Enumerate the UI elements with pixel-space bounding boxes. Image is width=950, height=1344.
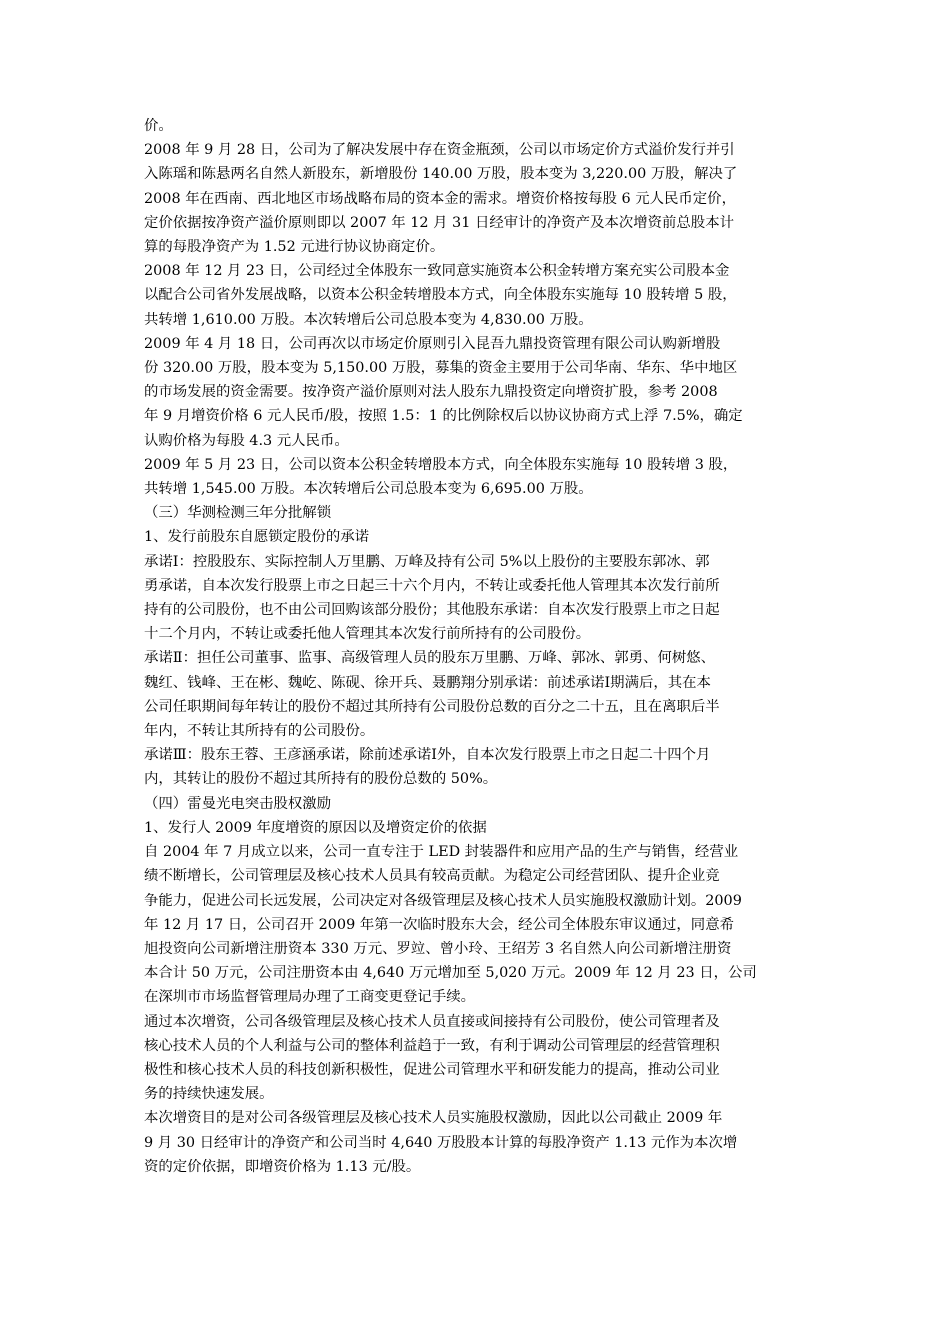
paragraph-2009-jiuding-investment: 2009 年 4 月 18 日，公司再次以市场定价原则引入昆吾九鼎投资管理有限公司认购新增股 份 320.00 万股，股本变为 5,150.00 万股，募集的资金主要用于公司华南、华东、华中地区 的市场发展的资金需要。按净资产溢价原则对法人股东九鼎投资定向增资扩股，参考 2008 年 9 月增资价格 6 元人民币/股，按照 1.5：1 的比例除权后以协议协商方式上浮 7.5%，确定 认购价格为每股 4.3 元人民币。 <box>144 335 743 449</box>
paragraph-continuation: 价。 <box>144 118 173 134</box>
paragraph-2008-reserve-conversion: 2008 年 12 月 23 日，公司经过全体股东一致同意实施资本公积金转增方案充实公司股本金 以配合公司省外发展战略，以资本公积金转增股本方式，向全体股东实施每 10 股转增 5 股， 共转增 1,610.00 万股。本次转增后公司总股本变为 4,830.00 万股。 <box>144 263 737 328</box>
paragraph-commitment-2: 承诺Ⅱ：担任公司董事、监事、高级管理人员的股东万里鹏、万峰、郭冰、郭勇、何树悠、 魏红、钱峰、王在彬、魏屹、陈砚、徐开兵、聂鹏翔分别承诺：前述承诺Ⅰ期满后，其在本 公司任职期间每年转让的股份不超过其所持有公司股份总数的百分之二十五，且在离职后半 年内，不转让其所持有的公司股份。 <box>144 650 720 740</box>
paragraph-2008-capital-increase: 2008 年 9 月 28 日，公司为了解决发展中存在资金瓶颈，公司以市场定价方式溢价发行并引 入陈瑶和陈悬两名自然人新股东，新增股份 140.00 万股，股本变为 3,220.00 万股，解决了 2008 年在西南、西北地区市场战略布局的资本金的需求。增资价格按每股 6 元人民币定价， 定价依据按净资产溢价原则即以 2007 年 12 月 31 日经审计的净资产及本次增资前总股本计 算的每股净资产为 1.52 元进行协议协商定价。 <box>144 142 738 256</box>
paragraph-incentive-purpose: 通过本次增资，公司各级管理层及核心技术人员直接或间接持有公司股份，使公司管理者及 核心技术人员的个人利益与公司的整体利益趋于一致，有利于调动公司管理层的经营管理积 极性和核心技术人员的科技创新积极性，促进公司管理水平和研发能力的提高，推动公司业 务的持续快速发展。 <box>144 1013 720 1103</box>
paragraph-company-background: 自 2004 年 7 月成立以来，公司一直专注于 LED 封装器件和应用产品的生产与销售，经营业 绩不断增长，公司管理层及核心技术人员具有较高贡献。为稳定公司经营团队、提升企业竞 争能力，促进公司长远发展，公司决定对各级管理层及核心技术人员实施股权激励计划。2009 年 12 月 17 日，公司召开 2009 年第一次临时股东大会，经公司全体股东审议通过，同意希 旭投资向公司新增注册资本 330 万元、罗竝、曾小玲、王绍芳 3 名自然人向公司新增注册资 本合计 50 万元，公司注册资本由 4,640 万元增加至 5,020 万元。2009 年 12 月 23 日，公司 在深圳市市场监督管理局办理了工商变更登记手续。 <box>144 844 757 1006</box>
subheading-capital-increase-reason: 1、发行人 2009 年度增资的原因以及增资定价的依据 <box>144 819 487 836</box>
document-body <box>144 114 808 1179</box>
subheading-lockup-commitment: 1、发行前股东自愿锁定股份的承诺 <box>144 529 370 546</box>
paragraph-pricing-basis: 本次增资目的是对公司各级管理层及核心技术人员实施股权激励，因此以公司截止 2009 年 9 月 30 日经审计的净资产和公司当时 4,640 万股股本计算的每股净资产 1.13 元作为本次增 资的定价依据，即增资价格为 1.13 元/股。 <box>144 1110 738 1175</box>
paragraph-commitment-1: 承诺Ⅰ：控股股东、实际控制人万里鹏、万峰及持有公司 5%以上股份的主要股东郭冰、郭 勇承诺，自本次发行股票上市之日起三十六个月内，不转让或委托他人管理其本次发行前所 持有的公司股份，也不由公司回购该部分股份；其他股东承诺：自本次发行股票上市之日起 十二个月内，不转让或委托他人管理其本次发行前所持有的公司股份。 <box>144 553 720 643</box>
section-heading-leyman-incentive: （四）雷曼光电突击股权激励 <box>144 795 332 812</box>
paragraph-2009-reserve-conversion: 2009 年 5 月 23 日，公司以资本公积金转增股本方式，向全体股东实施每 10 股转增 3 股， 共转增 1,545.00 万股。本次转增后公司总股本变为 6,695.00 万股。 <box>144 456 738 498</box>
paragraph-commitment-3: 承诺Ⅲ：股东王蓉、王彦涵承诺，除前述承诺Ⅰ外，自本次发行股票上市之日起二十四个月 内，其转让的股份不超过其所持有的股份总数的 50%。 <box>144 747 711 788</box>
section-heading-huace-unlock: （三）华测检测三年分批解锁 <box>144 505 332 522</box>
